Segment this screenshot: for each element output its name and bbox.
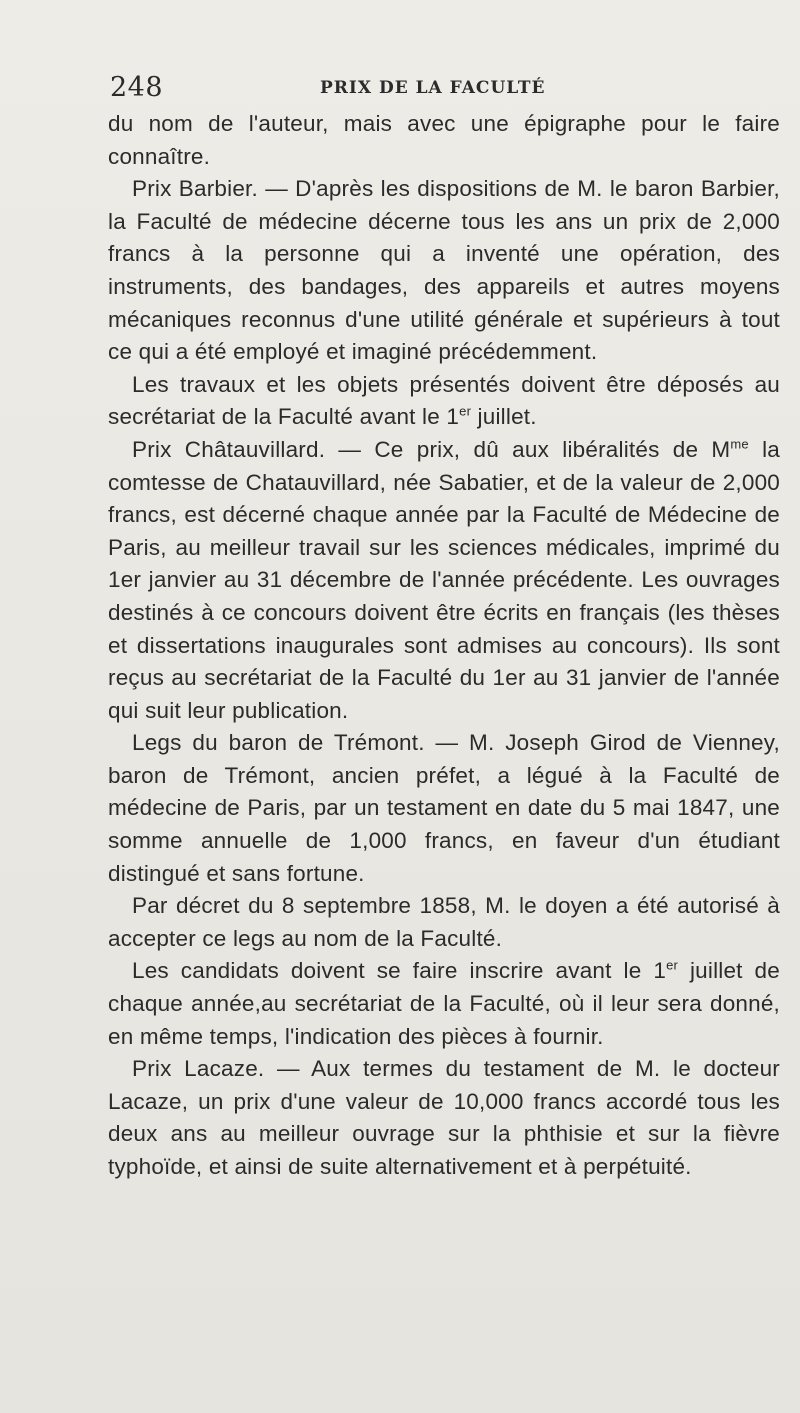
page-number: 248 (110, 72, 164, 103)
page-header (110, 72, 770, 108)
paragraph-text: juillet. (471, 404, 537, 430)
superscript: er (459, 403, 472, 419)
superscript: er (666, 957, 679, 973)
body-text (108, 108, 780, 1184)
paragraph-continuation (108, 108, 780, 173)
paragraph-text: la comtesse de Chatauvillard, née Sabatier, et de la valeur de 2,000 francs, est décerné chaque année par la Faculté de Médecine de Paris, au meilleur travail sur les sciences médicales, imprimé du 1er janvier au 31 décembre de l'année précédente. Les ouvrages destinés à ce concours doivent être écrits en français (les thèses et dissertations inaugurales sont admises au concours). Ils sont reçus au secrétariat de la Faculté du 1er au 31 janvier de l'année qui suit leur publication. (108, 436, 780, 723)
paragraph-text: Legs du baron de Trémont. — M. Joseph Girod de Vienney, baron de Trémont, ancien préfet, a légué à la Faculté de médecine de Paris, par un testament en date du 5 mai 1847, une somme annuelle de 1,000 francs, en faveur d'un étudiant distingué et sans fortune. (108, 730, 780, 886)
paragraph-prix-chatauvillard (108, 434, 780, 727)
paragraph-text: Par décret du 8 septembre 1858, M. le doyen a été autorisé à accepter ce legs au nom de la Faculté. (108, 893, 780, 951)
paragraph-prix-barbier (108, 173, 780, 369)
paragraph-text: Prix Barbier. — D'après les dispositions de M. le baron Barbier, la Faculté de médecine décerne tous les ans un prix de 2,000 francs à la personne qui a inventé une opération, des instruments, des bandages, des appareils et autres moyens mécaniques reconnus d'une utilité générale et supérieurs à tout ce qui a été employé et imaginé précédemment. (108, 176, 780, 365)
paragraph-text: Prix Châtauvillard. — Ce prix, dû aux libéralités de M (132, 436, 731, 462)
paragraph-prix-lacaze (108, 1053, 780, 1183)
running-title: PRIX DE LA FACULTÉ (320, 78, 546, 98)
paragraph-text: Les travaux et les objets présentés doivent être déposés au secrétariat de la Faculté avant le 1 (108, 371, 780, 430)
paragraph-legs-tremont (108, 727, 780, 890)
superscript: me (730, 436, 749, 452)
paragraph-decret (108, 890, 780, 955)
paragraph-deposit-deadline (108, 369, 780, 434)
paragraph-text: juillet de chaque année,au secrétariat de la Faculté, où il leur sera donné, en même temps, l'indication des pièces à fournir. (108, 958, 780, 1049)
paragraph-text: Les candidats doivent se faire inscrire avant le 1 (132, 958, 667, 984)
paragraph-text: Prix Lacaze. — Aux termes du testament de M. le docteur Lacaze, un prix d'une valeur de 10,000 francs accordé tous les deux ans au meilleur ouvrage sur la phthisie et sur la fièvre typhoïde, et ainsi de suite alternativement et à perpétuité. (108, 1056, 780, 1179)
paragraph-text: du nom de l'auteur, mais avec une épigraphe pour le faire connaître. (108, 111, 780, 169)
paragraph-candidats (108, 955, 780, 1053)
